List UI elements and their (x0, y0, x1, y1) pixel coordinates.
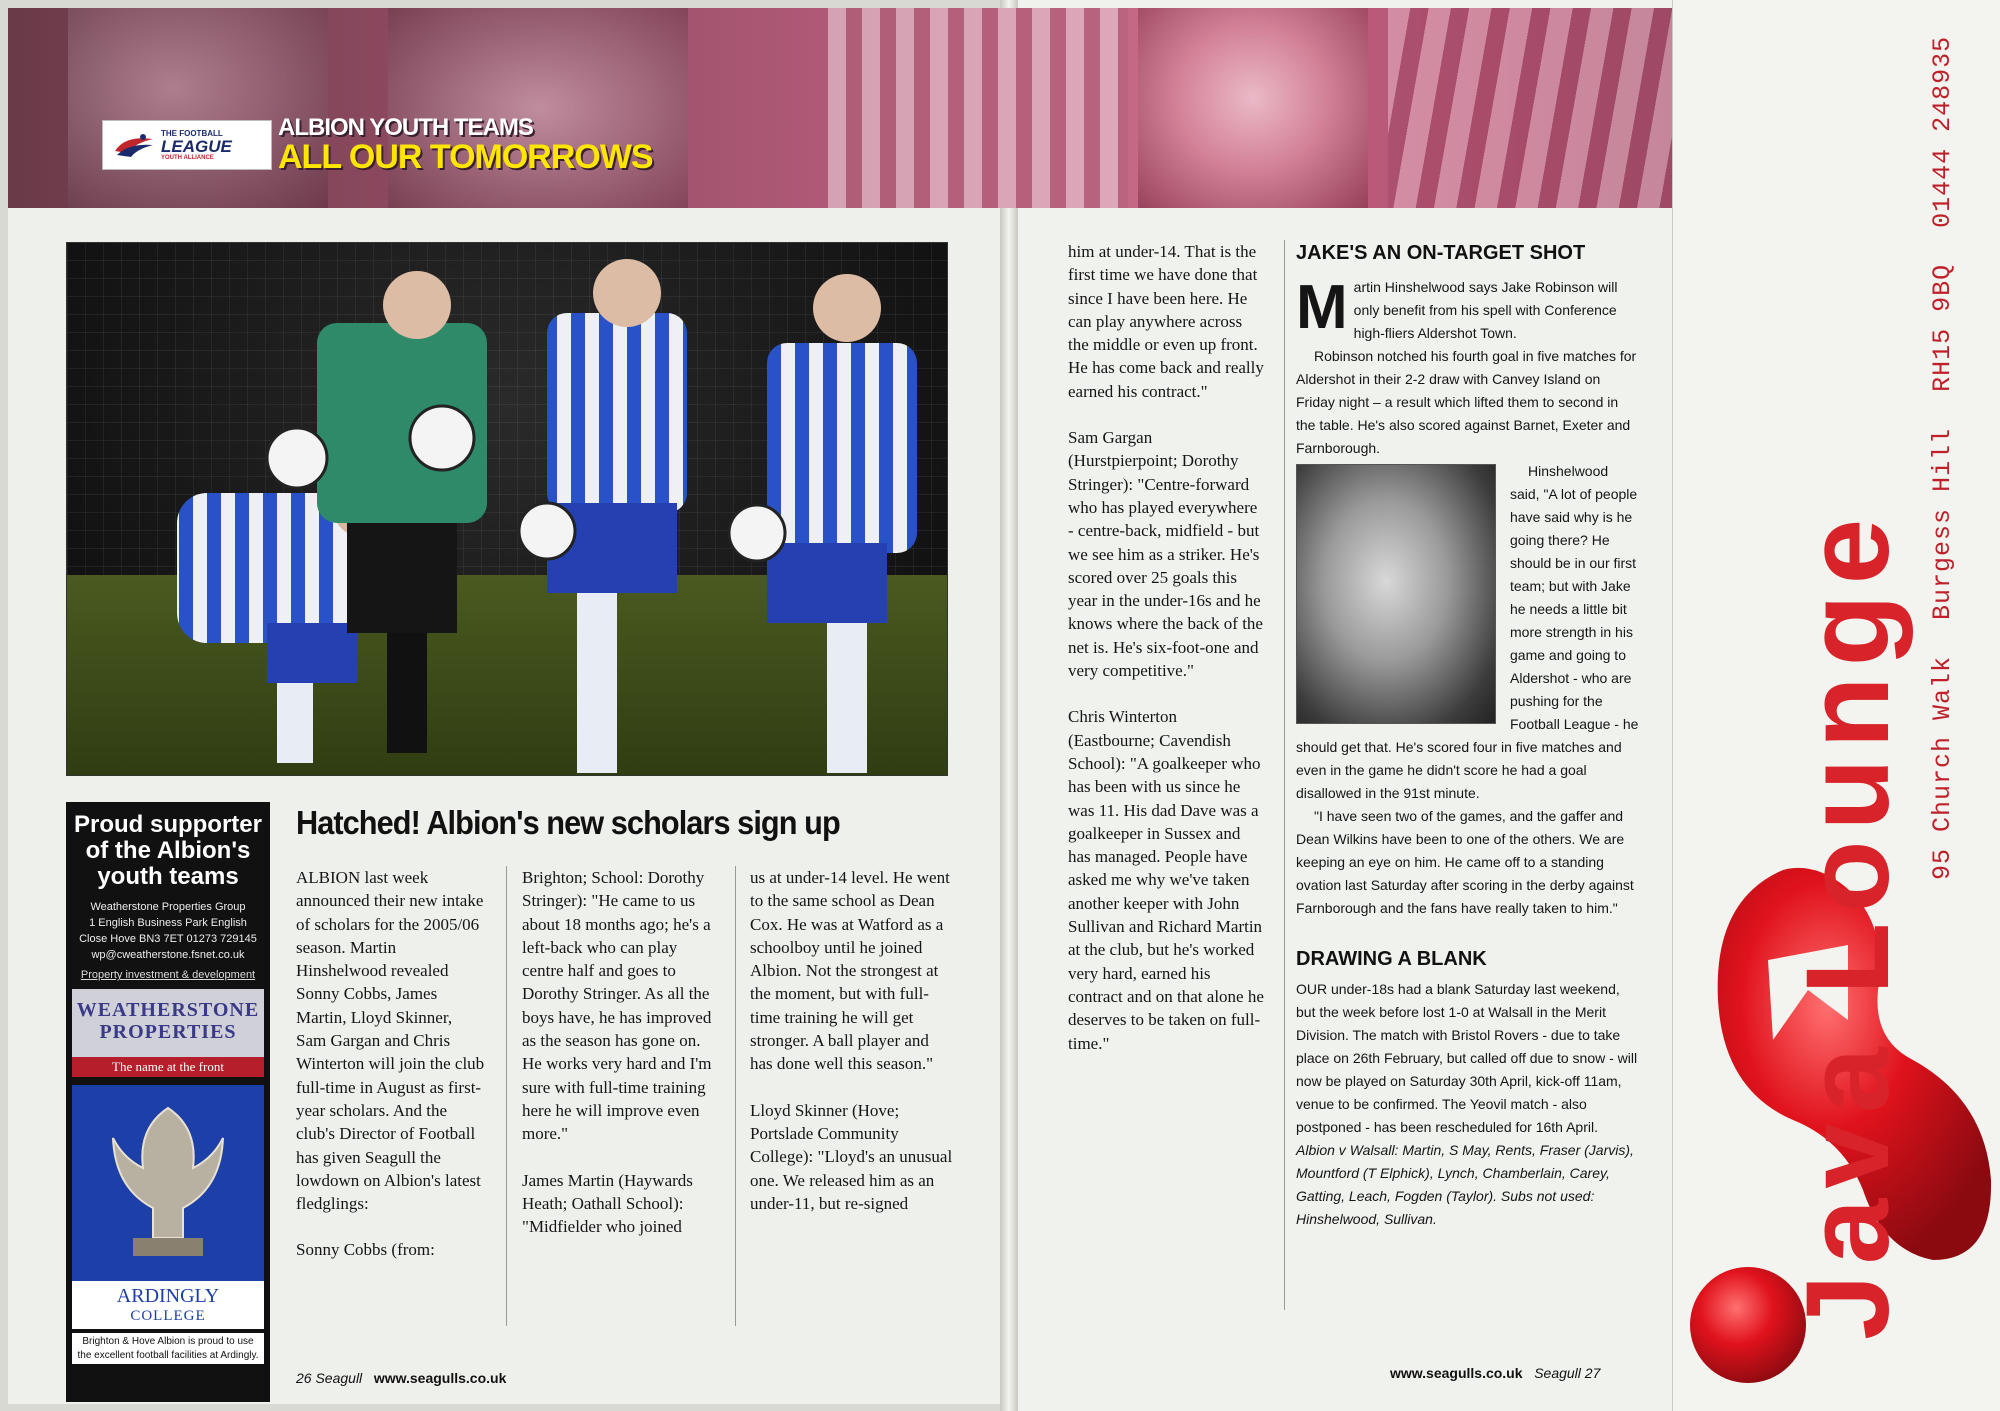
paragraph: "I have seen two of the games, and the gaffer and Dean Wilkins have been to one of the others. We are keeping an eye on him. He came off to a standing ovation last Saturday after scoring in the derby against Farnborough and the fans have really taken to him." (1296, 808, 1634, 916)
paragraph: Hinshelwood said, "A lot of people have said why is he going there? He should be in our first team; but with Jake he needs a little bit more strength in his game and going to Aldershot - who are pushing for the Football League - he should get that. He's scored four in five matches and even in the game he didn't score he had a goal disallowed in the 91st minute. (1296, 463, 1639, 801)
sponsor-heading: Proud supporter of the Albion's youth teams (73, 811, 262, 890)
website-link[interactable]: www.seagulls.co.uk (1390, 1365, 1523, 1381)
paragraph: OUR under-18s had a blank Saturday last weekend, but the week before lost 1-0 at Walsall in the Merit Division. The match with Bristol Rovers - due to take place on 26th February, but called off due to snow - will now be played on Saturday 30th April, kick-off 11am, venue to be confirmed. The Yeovil match - also postponed - has been rescheduled for 16th April. (1296, 981, 1638, 1135)
jake-robinson-photo (1296, 464, 1496, 724)
java-lounge-address: 95 Church WalkBurgess HillRH15 9BQ01444 248935 (1928, 35, 1957, 880)
paragraph: Martin Hinshelwood says Jake Robinson will only benefit from his spell with Conference high-fliers Aldershot Town. (1296, 273, 1618, 342)
magazine-spine (1000, 0, 1018, 1411)
lion-crest-icon (113, 131, 155, 159)
java-lounge-logo: Java Lounge (1782, 508, 1914, 1340)
column-divider (506, 866, 507, 1326)
sponsor-advert (66, 802, 270, 1402)
story-heading: DRAWING A BLANK (1296, 948, 1487, 970)
paragraph: Brighton; School: Dorothy Stringer): "He came to us about 18 months ago; he's a left-back who can play centre half and goes to Dorothy Stringer. As all the boys have, he has improved as the season has gone on. He works very hard and I'm sure with full-time training here he will improve even more." (522, 868, 712, 1144)
paragraph: Sam Gargan (Hurstpierpoint; Dorothy Stringer): "Centre-forward who has played everywhere - centre-back, midfield - but we see him as a striker. He's scored over 25 goals this year in the under-16s and he knows where the back of the net is. He's six-foot-one and very competitive." (1068, 428, 1263, 681)
article-column-4 (1068, 240, 1264, 1055)
article-column-1 (296, 866, 486, 1262)
banner-subtitle: ALBION YOUTH TEAMS (278, 114, 533, 141)
paragraph: us at under-14 level. He went to the same school as Dean Cox. He was at Watford as a schoolboy until he joined Albion. Not the strongest at the moment, but with full-time training he will get stronger. A ball player and has done well this season." (750, 868, 950, 1074)
paragraph: Chris Winterton (Eastbourne; Cavendish School): "A goalkeeper who has been with us since he was 11. His dad Dave was a goalkeeper in Sussex and has managed. People have asked me why we've taken another keeper with John Sullivan and Richard Martin at the club, but he's worked very hard, earned his contract and on that alone he deserves to be taken on full-time." (1068, 707, 1264, 1053)
banner-title (278, 116, 653, 174)
dropcap: M (1296, 273, 1348, 342)
football-ball (267, 428, 327, 488)
pelican-crest-icon (103, 1098, 233, 1268)
paragraph: Robinson notched his fourth goal in five matches for Aldershot in their 2-2 draw with Canvey Island on Friday night – a result which lifted them to second in the table. He's also scored against Barnet, Exeter and Farnborough. (1296, 348, 1637, 456)
banner-photo-portrait (1138, 8, 1368, 208)
college-note: Brighton & Hove Albion is proud to use the excellent football facilities at Ardingly. (72, 1333, 264, 1364)
youth-news-sidebar (1296, 240, 1640, 1231)
paragraph: James Martin (Haywards Heath; Oathall School): "Midfielder who joined (522, 1170, 693, 1237)
article-column-2 (522, 866, 722, 1238)
banner-photo-match (1388, 8, 1672, 208)
banner-main-title: ALL OUR TOMORROWS (278, 138, 653, 176)
paragraph: Lloyd Skinner (Hove; Portslade Community College): "Lloyd's an unusual one. We released him as an under-11, but re-signed (750, 1100, 953, 1213)
banner-photo-action (388, 8, 688, 208)
football-ball (519, 503, 575, 559)
player-right (767, 274, 917, 773)
website-link[interactable]: www.seagulls.co.uk (373, 1370, 507, 1386)
paragraph: him at under-14. That is the first time we have done that since I have been here. He can play anywhere across the middle or even up front. He has come back and really earned his contract." (1068, 242, 1264, 401)
sponsor-tagline: The name at the front (72, 1057, 264, 1077)
right-page-folio: www.seagulls.co.uk Seagull 27 (1390, 1365, 1601, 1381)
ardingly-crest (72, 1085, 264, 1281)
column-divider (735, 866, 736, 1326)
weatherstone-logo: WEATHERSTONE PROPERTIES (72, 989, 264, 1057)
sponsor-services: Property investment & development (80, 969, 256, 982)
football-ball (410, 406, 474, 470)
football-ball (729, 505, 785, 561)
paragraph: ALBION last week announced their new intake of scholars for the 2005/06 season. Martin Hinshelwood revealed Sonny Cobbs, James Martin, Lloyd Skinner, Sam Gargan and Chris Winterton will join the club full-time in August as first-year scholars. And the club's Director of Football has given Seagull the lowdown on Albion's latest fledglings: (296, 868, 485, 1214)
paragraph: Sonny Cobbs (from: (296, 1240, 435, 1260)
team-lineup: Albion v Walsall: Martin, S May, Rents, Fraser (Jarvis), Mountford (T Elphick), Lynch, Chamberlain, Carey, Gatting, Leach, Fogden (Taylor). Subs not used: Hinshelwood, Sullivan. (1296, 1142, 1634, 1227)
header-banner (8, 8, 1672, 208)
college-name: ARDINGLY (72, 1281, 264, 1308)
scholars-team-photo (66, 242, 948, 776)
banner-photo-squad (828, 8, 1128, 208)
college-subtitle: COLLEGE (72, 1308, 264, 1329)
phone-number: 01444 248935 (1928, 35, 1957, 228)
story-heading: JAKE'S AN ON-TARGET SHOT (1296, 242, 1586, 264)
left-page-folio: 26 Seagull www.seagulls.co.uk (296, 1370, 507, 1386)
players-illustration (67, 243, 948, 776)
football-league-logo: THE FOOTBALL LEAGUE YOUTH ALLIANCE (102, 120, 272, 170)
sponsor-address: Weatherstone Properties Group 1 English Business Park English Close Hove BN3 7ET 01273 729145 wp@cweatherstone.fsnet.co.uk (79, 900, 257, 961)
sidebar-divider (1284, 240, 1285, 1310)
article-headline: Hatched! Albion's new scholars sign up (296, 804, 840, 841)
article-column-3 (750, 866, 954, 1215)
banner-photo-tackle (68, 8, 328, 208)
